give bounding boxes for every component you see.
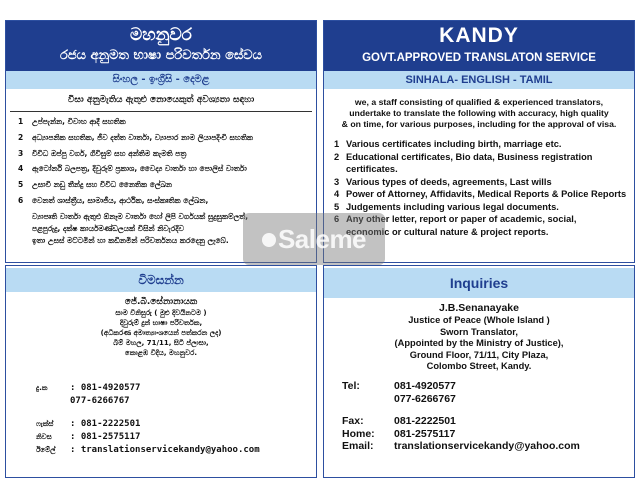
contact-row	[36, 444, 260, 457]
detail-line: Justice of Peace (Whole Island )	[408, 315, 550, 325]
contact-label: ෆැක්ස්	[36, 420, 54, 428]
sinhala-inquiries-panel	[5, 265, 317, 478]
sinhala-intro: විසා අනුමැතිය ඇතුළු නොයෙකුත් අවශ්‍යතා සඳහා	[10, 89, 312, 112]
contact-value: 081-4920577	[394, 380, 456, 392]
english-title-city: KANDY	[439, 24, 519, 47]
contact-value: translationservicekandy@yahoo.com	[394, 440, 580, 452]
item-text: Various types of deeds, agreements, Last wills	[346, 176, 552, 187]
item-text: වෙනත් ශාස්ත්‍රීය, සාමාජීය, ආර්ථික, සංස්කෘතික ලේඛන,	[32, 195, 209, 205]
contact-row	[36, 431, 260, 444]
watermark-dot-icon	[262, 233, 276, 247]
contact-label: Tel:	[342, 380, 360, 392]
detail-line: බිම් මහල, 71/11, සිටි ප්ලාසා,	[113, 339, 209, 347]
english-person-details	[324, 315, 634, 373]
contact-row	[36, 382, 260, 395]
english-contact-person	[324, 298, 634, 373]
english-inquiries-panel	[323, 265, 635, 478]
contact-label	[342, 393, 394, 406]
sinhala-contact-person	[6, 292, 316, 358]
list-item	[18, 148, 310, 160]
sinhala-inquiries-title: විමසන්න	[6, 268, 316, 292]
extra-line: ව්‍යාපෘති වාර්තා ඇතුළු ඕනෑම වාර්තා හෝ ලිපි වර්ගයක් සුදුසුකම්ලත්,	[32, 211, 249, 221]
contact-row	[342, 440, 580, 453]
list-item	[334, 151, 628, 176]
item-number: 1	[18, 117, 24, 126]
item-text: Educational certificates, Bio data, Business registration certificates.	[346, 151, 593, 174]
contact-label: Home:	[342, 427, 375, 440]
contact-value: 081-2575117	[394, 427, 456, 440]
contact-row	[342, 428, 580, 441]
list-item	[334, 176, 628, 189]
english-title-service: GOVT.APPROVED TRANSLATON SERVICE	[362, 52, 596, 64]
item-number: 2	[334, 151, 340, 162]
contact-label: Email:	[342, 440, 374, 452]
list-item	[18, 132, 310, 144]
detail-line: සාම විනිසුරු ( මුළු දිවයිනටම )	[115, 309, 207, 317]
contact-label: Fax:	[342, 415, 364, 427]
list-item	[334, 201, 628, 214]
sinhala-title-service: රජය අනුමත භාෂා පරිවර්තන සේවය	[59, 48, 262, 63]
extra-line: පළපුරුදු, දක්ෂ කාර්යමණ්ඩලයක් විසින් නිවැරදිව	[32, 223, 185, 233]
contact-spacer	[36, 408, 260, 418]
contact-row	[36, 395, 260, 408]
detail-line: දිවුරුම් දුන් භාෂා පරිවර්තක,	[119, 319, 203, 327]
contact-row	[342, 393, 580, 406]
detail-line: කොළඹ වීදිය, මහනුවර.	[124, 349, 198, 357]
contact-row	[342, 380, 580, 393]
list-item	[18, 179, 310, 191]
item-number: 6	[334, 214, 340, 224]
detail-line: Ground Floor, 71/11, City Plaza,	[409, 349, 549, 360]
sinhala-contact-list	[36, 382, 260, 457]
contact-value: : 081-2222501	[70, 419, 141, 429]
contact-row	[342, 415, 580, 428]
item-text: Any other letter, report or paper of academic, social, economic or cultural nature & project reports.	[346, 214, 577, 237]
sinhala-title-city: මහනුවර	[130, 25, 192, 45]
watermark-text: Saleme	[277, 224, 367, 254]
item-text: ඇටෝර්නි බලපත්‍ර, දිවුරුම් ප්‍රකාශ, වෛද්‍ය වාර්තා හා පොලිස් වාර්තා	[32, 164, 247, 174]
contact-value: : translationservicekandy@yahoo.com	[70, 445, 260, 455]
contact-value: 081-2222501	[394, 415, 456, 427]
item-number: 3	[334, 176, 340, 187]
detail-line: (Appointed by the Ministry of Justice),	[394, 338, 564, 348]
item-text: Judgements including various legal documents.	[346, 201, 559, 212]
contact-value: 077-6266767	[394, 392, 456, 405]
extra-line: ඉතා උසස් මට්ටමින් හා කඩිනමින් පරිවර්තනය කරදෙනු ලැබේ.	[32, 235, 229, 245]
sinhala-person-details	[6, 308, 316, 358]
item-text: Power of Attorney, Affidavits, Medical Reports & Police Reports	[346, 189, 627, 199]
detail-line: Colombo Street, Kandy.	[426, 361, 532, 371]
item-text: උප්පැන්න, විවාහ ආදී සහතික	[32, 117, 126, 126]
english-header	[324, 21, 634, 71]
english-intro: we, a staff consisting of qualified & experienced translators, undertake to translate the following with accuracy, high quality & on time, for various purposes, including for the approval of visa.	[341, 97, 617, 129]
detail-line: (අධිකරණ අමාත්‍යාංශයෙන් පත්කරන ලද)	[100, 329, 222, 337]
sinhala-person-name: ජේ.බී.සේනානායක	[124, 297, 198, 307]
list-item	[18, 116, 310, 128]
list-item	[334, 138, 628, 151]
item-text: අධ්‍යාපනික සහතික, ජීව දත්ත වාර්තා, ව්‍යාපාර නාම ලියාපදිංචි සහතික	[32, 132, 253, 142]
contact-label: ඊමේල්	[36, 446, 56, 454]
item-text: උසාවි නඩු තීන්දු සහ විවිධ නෛතික ලේඛන	[32, 180, 172, 190]
item-number: 4	[334, 189, 340, 199]
contact-spacer	[342, 405, 580, 415]
item-number: 6	[18, 195, 24, 205]
item-number: 5	[18, 180, 24, 190]
item-number: 1	[334, 139, 340, 149]
contact-row	[36, 418, 260, 431]
saleme-watermark	[243, 213, 385, 265]
sinhala-languages: සිංහල - ඉංග්‍රීසි - දෙමළ	[6, 71, 316, 89]
sinhala-service-list	[6, 112, 316, 207]
list-item	[18, 195, 310, 207]
english-person-name: J.B.Senanayake	[439, 302, 519, 314]
contact-value: 077-6266767	[70, 396, 130, 406]
item-text: Various certificates including birth, marriage etc.	[346, 139, 562, 149]
item-number: 2	[18, 132, 24, 142]
list-item	[334, 188, 628, 201]
english-languages: SINHALA- ENGLISH - TAMIL	[324, 71, 634, 89]
english-contact-list	[342, 380, 580, 453]
item-number: 5	[334, 201, 340, 212]
list-item	[18, 163, 310, 175]
english-inquiries-title: Inquiries	[324, 268, 634, 298]
detail-line: Sworn Translator,	[439, 326, 518, 337]
item-text: විවිධ ඔප්පු වර්ග, ගිවිසුම් සහ අන්තිම කැමති පත්‍ර	[32, 148, 187, 158]
sinhala-header	[6, 21, 316, 71]
contact-label: දු.ක	[36, 384, 48, 392]
item-number: 4	[18, 164, 24, 174]
contact-label	[36, 395, 70, 408]
contact-value: : 081-4920577	[70, 383, 141, 393]
contact-value: : 081-2575117	[70, 432, 141, 442]
item-number: 3	[18, 148, 24, 158]
contact-label: නිවස	[36, 433, 52, 441]
